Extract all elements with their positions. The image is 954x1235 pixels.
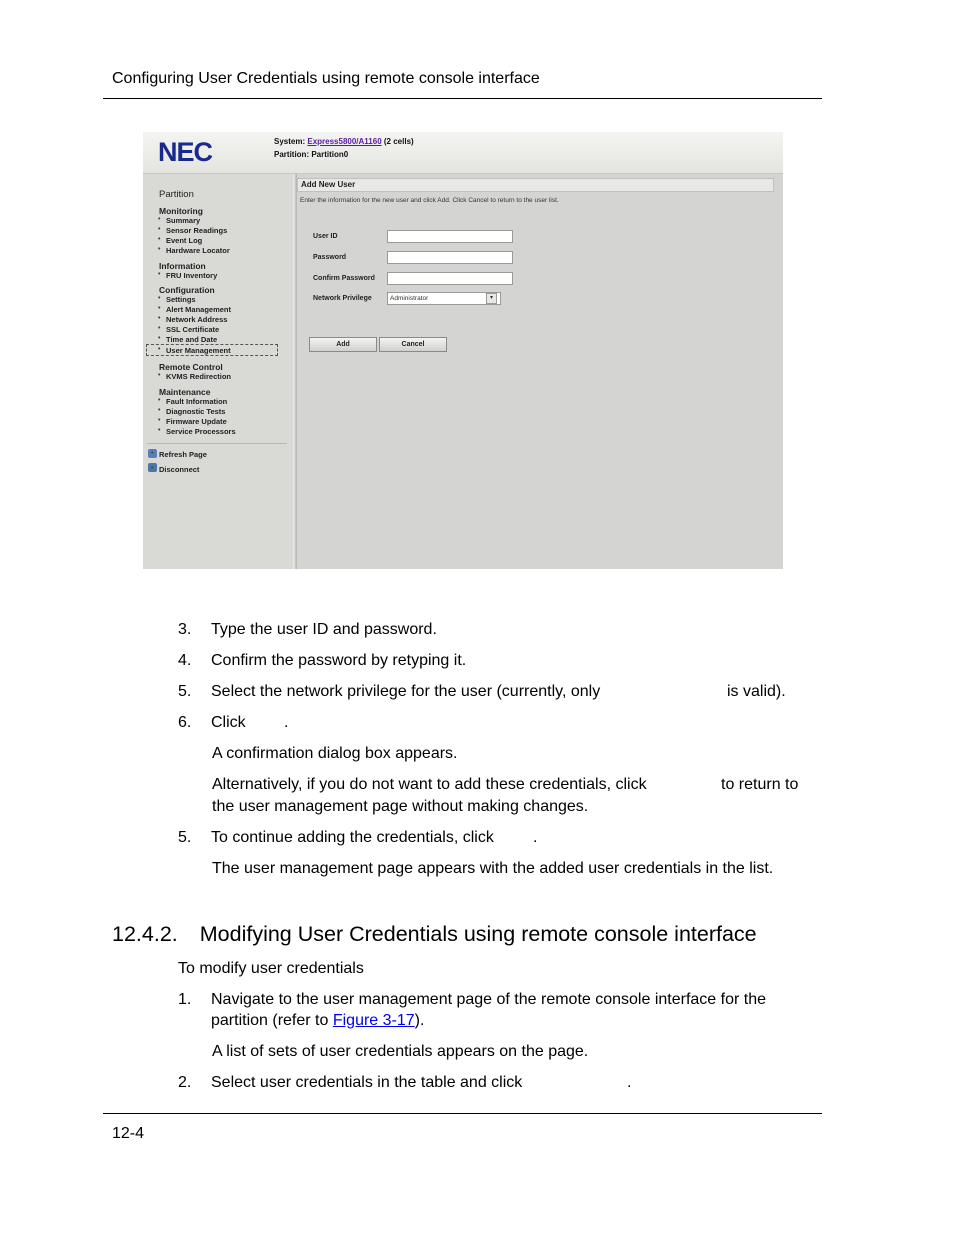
step-5-number: 5.: [178, 683, 192, 700]
network-privilege-select[interactable]: Administrator: [387, 292, 501, 305]
sidebar-item-user-management[interactable]: • User Management: [166, 346, 231, 355]
chevron-down-icon[interactable]: ▾: [486, 293, 497, 304]
disconnect-link[interactable]: • Disconnect: [159, 465, 199, 474]
panel-description: Enter the information for the new user and click Add. Click Cancel to return to the user list.: [300, 197, 559, 204]
password-label: Password: [313, 254, 347, 261]
figure-3-17-link[interactable]: Figure 3-17: [332, 1012, 415, 1029]
sidebar-item-network-address[interactable]: • Network Address: [166, 315, 227, 324]
sidebar-group-information: Information: [159, 261, 206, 271]
network-privilege-label: Network Privilege: [313, 295, 372, 302]
sidebar-item-alert-management[interactable]: • Alert Management: [166, 305, 231, 314]
sidebar-item-hardware-locator[interactable]: • Hardware Locator: [166, 246, 230, 255]
mod-step-2-text-a: Select user credentials in the table and click: [211, 1074, 523, 1091]
step-6-result: A confirmation dialog box appears.: [212, 745, 458, 762]
section-title: Modifying User Credentials using remote console interface: [199, 922, 757, 946]
confirm-password-label: Confirm Password: [313, 275, 375, 282]
sidebar-item-summary[interactable]: • Summary: [166, 216, 200, 225]
confirm-password-input[interactable]: [387, 272, 513, 285]
console-header: [143, 132, 783, 174]
section-number: 12.4.2.: [112, 922, 178, 946]
header-rule: [103, 98, 822, 99]
step-6-text-b: .: [284, 714, 289, 731]
sidebar-item-event-log[interactable]: • Event Log: [166, 236, 202, 245]
sidebar-item-fru-inventory[interactable]: • FRU Inventory: [166, 271, 217, 280]
sidebar-item-settings[interactable]: • Settings: [166, 295, 196, 304]
step-4-number: 4.: [178, 652, 192, 669]
sidebar-item-diagnostic-tests[interactable]: • Diagnostic Tests: [166, 407, 225, 416]
system-link[interactable]: Express5800/A1160: [307, 137, 382, 146]
sidebar-group-remote-control: Remote Control: [159, 362, 223, 372]
sidebar-root: Partition: [159, 189, 194, 200]
refresh-page-link[interactable]: • Refresh Page: [159, 450, 207, 459]
partition-line: Partition: Partition0: [274, 150, 349, 159]
add-button[interactable]: Add: [309, 337, 377, 352]
step-3-number: 3.: [178, 621, 192, 638]
sidebar-separator: [147, 443, 287, 444]
sidebar-group-maintenance: Maintenance: [159, 387, 211, 397]
sidebar-item-fault-information[interactable]: • Fault Information: [166, 397, 227, 406]
mod-step-1-number: 1.: [178, 991, 192, 1008]
step-6-number: 6.: [178, 714, 192, 731]
remote-console-screenshot: [143, 132, 783, 569]
user-id-input[interactable]: [387, 230, 513, 243]
step-7-text-a: To continue adding the credentials, click: [211, 829, 494, 846]
sidebar-item-sensor-readings[interactable]: • Sensor Readings: [166, 226, 227, 235]
section-heading: [112, 922, 757, 947]
page-number: 12-4: [112, 1125, 145, 1142]
step-7-result: The user management page appears with the added user credentials in the list.: [212, 860, 774, 877]
step-6-alt-b: to return to: [721, 776, 799, 793]
running-header: Configuring User Credentials using remote console interface: [112, 70, 540, 87]
footer-rule: [103, 1113, 822, 1114]
sidebar-item-time-and-date[interactable]: • Time and Date: [166, 335, 217, 344]
step-6-alt-c: the user management page without making changes.: [212, 798, 589, 815]
system-line: [274, 137, 414, 146]
panel-title: Add New User: [297, 178, 774, 192]
console-main: [297, 174, 783, 569]
mod-step-1-text-c: ).: [414, 1012, 425, 1029]
nec-logo: NEC: [158, 137, 213, 167]
step-6-alt-a: Alternatively, if you do not want to add these credentials, click: [212, 776, 647, 793]
sidebar-group-monitoring: Monitoring: [159, 206, 203, 216]
mod-step-2-number: 2.: [178, 1074, 192, 1091]
sidebar-item-kvms-redirection[interactable]: • KVMS Redirection: [166, 372, 231, 381]
step-5-text-b: is valid).: [727, 683, 786, 700]
sidebar-item-firmware-update[interactable]: • Firmware Update: [166, 417, 227, 426]
sidebar-item-ssl-certificate[interactable]: • SSL Certificate: [166, 325, 219, 334]
step-3-text: Type the user ID and password.: [211, 621, 437, 638]
system-cells: (2 cells): [383, 137, 414, 146]
mod-step-1-text-b: [211, 1012, 424, 1030]
system-label: System:: [274, 137, 306, 146]
mod-step-1-text-a: Navigate to the user management page of the remote console interface for the: [211, 991, 766, 1008]
step-4-text: Confirm the password by retyping it.: [211, 652, 467, 669]
sidebar-item-service-processors[interactable]: • Service Processors: [166, 427, 236, 436]
mod-step-1-text-b-lead: partition (refer to: [211, 1012, 329, 1029]
mod-step-2-text-b: .: [627, 1074, 632, 1091]
password-input[interactable]: [387, 251, 513, 264]
step-6-text-a: Click: [211, 714, 246, 731]
step-7-number: 5.: [178, 829, 192, 846]
user-id-label: User ID: [313, 233, 338, 240]
mod-step-1-result: A list of sets of user credentials appears on the page.: [212, 1043, 589, 1060]
cancel-button[interactable]: Cancel: [379, 337, 447, 352]
step-5-text-a: Select the network privilege for the user (currently, only: [211, 683, 601, 700]
sidebar-group-configuration: Configuration: [159, 285, 215, 295]
step-7-text-b: .: [533, 829, 538, 846]
section-intro: To modify user credentials: [178, 960, 364, 977]
